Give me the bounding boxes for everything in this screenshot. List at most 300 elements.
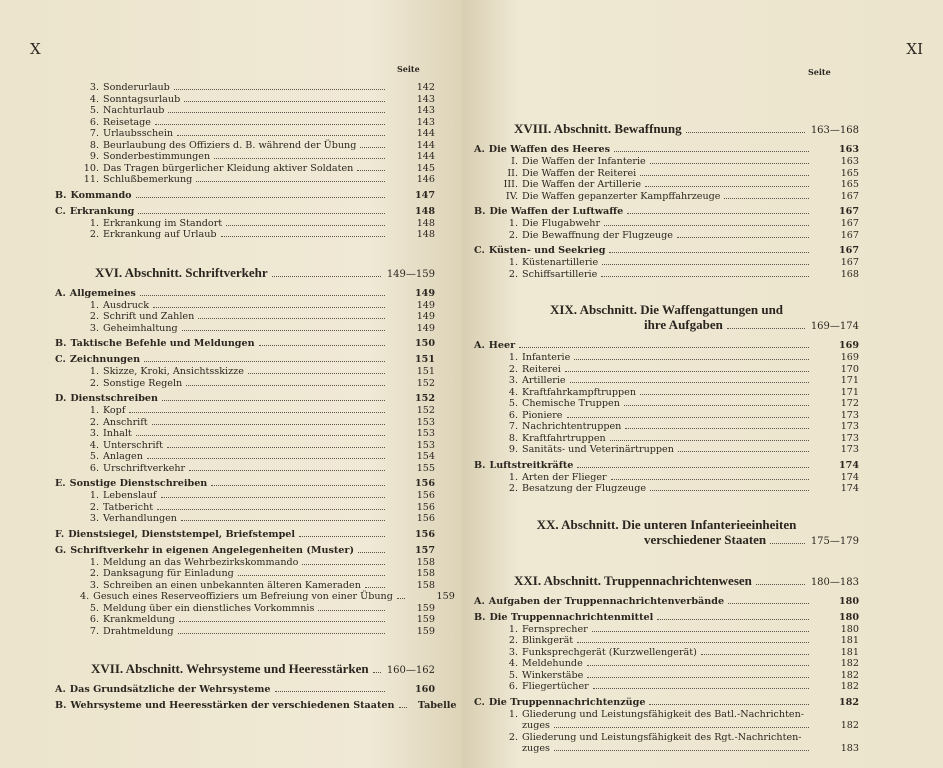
leader-dots <box>179 621 385 622</box>
section-heading-row <box>474 573 859 590</box>
toc-subentry <box>55 366 435 378</box>
entry-number: 1. <box>508 218 518 229</box>
entry-number: 2. <box>89 501 99 513</box>
entry-page: 169 <box>838 340 859 351</box>
leader-dots <box>640 175 809 176</box>
entry-label: Die Waffen gepanzerter Kampffahrzeuge <box>522 190 721 202</box>
toc-subentry <box>474 472 859 484</box>
entry-label: Unterschrift <box>103 439 163 451</box>
toc-subentry <box>55 451 435 463</box>
entry-number: A. <box>474 340 485 351</box>
leader-dots <box>587 665 809 666</box>
entry-label: Die Waffen der Reiterei <box>522 167 637 179</box>
entry-label: Besatzung der Flugzeuge <box>522 483 647 494</box>
entry-page: 180 <box>840 623 859 635</box>
entry-label: Inhalt <box>103 428 132 439</box>
entry-page: 181 <box>840 635 859 646</box>
leader-dots <box>650 490 809 491</box>
leader-dots <box>177 135 385 136</box>
leader-dots <box>686 132 805 133</box>
entry-page: 149 <box>416 299 435 311</box>
entry-number: 5. <box>89 602 99 614</box>
toc-entry <box>55 338 435 350</box>
entry-number: C. <box>474 245 485 256</box>
entry-page: 148 <box>416 229 435 240</box>
entry-number: 7. <box>508 421 518 432</box>
toc-subentry <box>474 743 859 755</box>
toc-entry <box>474 460 859 472</box>
entry-number: 7. <box>89 128 99 139</box>
entry-label: Ausdruck <box>103 299 150 311</box>
toc-entry <box>55 529 435 541</box>
toc-subentry <box>55 117 435 129</box>
leader-dots <box>565 371 809 372</box>
entry-label: Kopf <box>103 405 126 416</box>
leader-dots <box>360 147 385 148</box>
entry-page: 156 <box>416 490 435 501</box>
entry-label: Gesuch eines Reserveoffiziers um Befreiung von einer Übung <box>93 591 393 602</box>
toc-entry <box>55 393 435 405</box>
toc-subentry <box>474 624 859 636</box>
toc-subentry <box>55 311 435 323</box>
entry-label: Arten der Flieger <box>522 471 607 483</box>
leader-dots <box>272 276 381 277</box>
entry-label: XXI. Abschnitt. Truppennachrichtenwesen <box>514 572 752 588</box>
entry-page: 150 <box>414 338 435 349</box>
entry-page: 146 <box>416 174 435 185</box>
entry-label: Fliegertücher <box>522 681 589 692</box>
entry-page: 182 <box>840 669 859 681</box>
toc-subentry <box>474 681 859 693</box>
entry-page: 172 <box>840 398 859 409</box>
entry-number: 4. <box>80 591 90 602</box>
entry-label: Geheimhaltung <box>103 322 178 334</box>
entry-number: 4. <box>89 439 99 451</box>
entry-label: Chemische Truppen <box>522 398 620 409</box>
leader-dots <box>226 225 385 226</box>
toc-entry <box>474 144 859 156</box>
entry-label: Reiterei <box>522 363 561 375</box>
entry-number: 2. <box>89 311 99 322</box>
toc-entry <box>474 206 859 218</box>
entry-number: F. <box>55 528 65 540</box>
entry-page: 152 <box>416 405 435 416</box>
entry-number: 2. <box>508 483 518 494</box>
entry-page: 149 <box>416 311 435 322</box>
section-heading: XIX. Abschnitt. Die Waffengattungen und <box>549 302 784 317</box>
toc-subentry <box>474 410 859 422</box>
entry-page: 144 <box>416 128 435 139</box>
entry-label: Nachturlaub <box>103 105 165 116</box>
entry-number: 6. <box>508 681 518 692</box>
entry-number: 2. <box>508 363 518 375</box>
leader-dots <box>189 470 385 471</box>
toc-subentry <box>55 140 435 152</box>
entry-number: 1. <box>508 352 518 363</box>
entry-number: D. <box>55 393 67 404</box>
entry-label: Schiffsartillerie <box>522 268 598 280</box>
entry-label: Sonntagsurlaub <box>103 93 181 105</box>
toc-subentry <box>55 405 435 417</box>
leader-dots <box>587 677 809 678</box>
entry-number: 1. <box>89 217 99 229</box>
entry-page: 173 <box>840 421 859 432</box>
entry-number: 1. <box>508 471 518 483</box>
entry-label: Artillerie <box>522 375 566 386</box>
entry-page: 156 <box>414 528 435 540</box>
entry-label: Luftstreitkräfte <box>489 459 574 471</box>
entry-number: III. <box>503 179 518 190</box>
leader-dots <box>153 307 385 308</box>
entry-number: 4. <box>508 658 518 669</box>
entry-number: B. <box>474 611 486 623</box>
toc-subentry <box>55 128 435 140</box>
entry-label: Die Waffen des Heeres <box>488 144 611 155</box>
entry-number: 3. <box>508 375 518 386</box>
leader-dots <box>610 440 809 441</box>
toc-entry <box>55 206 435 218</box>
toc-subentry <box>474 179 859 191</box>
entry-number: 1. <box>89 405 99 416</box>
entry-page: 160—162 <box>386 665 435 676</box>
entry-number: 6. <box>508 409 518 421</box>
toc-subentry <box>474 647 859 659</box>
toc-subentry <box>474 635 859 647</box>
entry-page: 182 <box>838 696 859 708</box>
entry-label: Kraftfahrkampftruppen <box>522 386 636 398</box>
entry-page: 160 <box>414 684 435 695</box>
entry-number: 5. <box>89 451 99 462</box>
entry-label: Anlagen <box>103 451 143 462</box>
entry-label: Die Waffen der Luftwaffe <box>489 206 624 217</box>
toc-subentry-line <box>474 732 859 744</box>
leader-dots <box>399 707 407 708</box>
entry-label: Urschriftverkehr <box>103 462 186 474</box>
toc-subentry <box>55 94 435 106</box>
right-page <box>462 0 943 768</box>
entry-label: Danksagung für Einladung <box>103 568 234 579</box>
entry-label: Das Tragen bürgerlicher Kleidung aktiver Soldaten <box>103 162 354 174</box>
entry-page: 173 <box>840 432 859 444</box>
leader-dots <box>167 447 385 448</box>
entry-page: 149—159 <box>386 268 435 280</box>
entry-page: 170 <box>840 363 859 375</box>
entry-label: Die Waffen der Infanterie <box>522 156 646 167</box>
leader-dots <box>577 467 809 468</box>
entry-page: 163 <box>838 144 859 155</box>
entry-number: 10. <box>83 162 99 174</box>
entry-page: 154 <box>416 451 435 462</box>
entry-number: B. <box>474 459 486 471</box>
entry-number: 3. <box>89 322 99 334</box>
entry-label: Die Truppennachrichtenzüge <box>488 696 646 708</box>
entry-page: 171 <box>840 386 859 398</box>
toc-subentry <box>474 364 859 376</box>
entry-number: I. <box>511 156 518 167</box>
entry-page: 173 <box>840 444 859 455</box>
leader-dots <box>365 587 385 588</box>
table-of-contents <box>55 82 457 712</box>
entry-label: Drahtmeldung <box>103 625 174 637</box>
entry-number: B. <box>55 338 67 349</box>
leader-dots <box>211 485 385 486</box>
entry-number: G. <box>55 544 67 556</box>
entry-number: C. <box>55 205 66 217</box>
entry-page: 163—168 <box>810 125 859 136</box>
toc-subentry <box>55 626 435 638</box>
entry-page: 167 <box>840 257 859 268</box>
entry-number: 1. <box>508 257 518 268</box>
table-of-contents <box>474 97 859 755</box>
entry-label: Allgemeines <box>69 287 136 299</box>
toc-subentry <box>474 230 859 242</box>
entry-page: 163 <box>840 156 859 167</box>
entry-page: 169 <box>840 352 859 363</box>
entry-number: 3. <box>89 428 99 439</box>
entry-label: Erkrankung auf Urlaub <box>103 229 217 240</box>
entry-number: C. <box>55 354 66 365</box>
entry-page: Tabelle <box>417 700 457 711</box>
leader-dots <box>519 347 809 348</box>
entry-page: 152 <box>416 377 435 389</box>
leader-dots <box>168 112 385 113</box>
entry-number: 6. <box>89 462 99 474</box>
entry-label: ihre Aufgaben <box>644 317 723 332</box>
leader-dots <box>186 385 385 386</box>
entry-page: 183 <box>840 743 859 754</box>
leader-dots <box>302 564 385 565</box>
entry-label: XVIII. Abschnitt. Bewaffnung <box>514 121 682 136</box>
toc-subentry <box>474 269 859 281</box>
entry-number: 4. <box>508 386 518 398</box>
entry-label: Skizze, Kroki, Ansichtsskizze <box>103 366 244 377</box>
entry-number: 2. <box>89 377 99 389</box>
leader-dots <box>214 158 385 159</box>
entry-label: Urlaubsschein <box>103 128 174 139</box>
entry-label: zuges <box>522 720 550 731</box>
entry-label: Meldung über ein dienstliches Vorkommnis <box>103 602 315 614</box>
entry-number: 2. <box>508 635 518 646</box>
entry-number: 2. <box>89 568 99 579</box>
entry-page: 149 <box>416 322 435 334</box>
leader-dots <box>275 691 385 692</box>
leader-dots <box>727 328 805 329</box>
entry-page: 156 <box>416 513 435 524</box>
entry-label: Das Grundsätzliche der Wehrsysteme <box>69 684 271 695</box>
entry-label: Anschrift <box>103 416 148 428</box>
leader-dots <box>162 400 385 401</box>
entry-label: Dienstsiegel, Dienststempel, Briefstempel <box>68 528 296 540</box>
entry-label: XVII. Abschnitt. Wehrsysteme und Heeresstärken <box>91 661 369 676</box>
toc-subentry <box>474 156 859 168</box>
entry-number: 1. <box>89 490 99 501</box>
entry-page: 165 <box>840 167 859 179</box>
leader-dots <box>178 633 385 634</box>
leader-dots <box>770 543 805 544</box>
entry-page: 174 <box>838 459 859 471</box>
entry-number: 2. <box>508 268 518 280</box>
leader-dots <box>397 598 405 599</box>
toc-subentry <box>55 440 435 452</box>
entry-page: 180 <box>838 611 859 623</box>
toc-subentry-line <box>474 709 859 721</box>
entry-label: Meldehunde <box>522 658 583 669</box>
entry-page: 159 <box>416 614 435 625</box>
entry-page: 165 <box>840 179 859 190</box>
entry-page: 147 <box>414 189 435 201</box>
leader-dots <box>657 619 809 620</box>
toc-subentry <box>55 417 435 429</box>
entry-number: 5. <box>89 105 99 116</box>
toc-subentry <box>474 257 859 269</box>
toc-entry <box>55 288 435 300</box>
entry-label: Küstenartillerie <box>522 257 599 268</box>
toc-entry <box>55 190 435 202</box>
entry-label: XVI. Abschnitt. Schriftverkehr <box>95 264 268 280</box>
entry-page: 148 <box>416 217 435 229</box>
leader-dots <box>318 610 385 611</box>
leader-dots <box>624 405 809 406</box>
toc-subentry <box>55 105 435 117</box>
toc-subentry <box>474 670 859 682</box>
entry-page: 171 <box>840 375 859 386</box>
entry-number: 11. <box>83 174 99 185</box>
leader-dots <box>373 672 381 673</box>
leader-dots <box>198 318 385 319</box>
toc-subentry <box>55 174 435 186</box>
leader-dots <box>728 603 809 604</box>
toc-subentry <box>474 709 859 732</box>
leader-dots <box>593 688 809 689</box>
toc-subentry <box>55 614 435 626</box>
leader-dots <box>138 213 385 214</box>
entry-number: 3. <box>89 579 99 591</box>
toc-entry <box>474 612 859 624</box>
entry-number: 9. <box>89 151 99 162</box>
entry-number: 2. <box>508 229 518 241</box>
entry-page: 174 <box>840 471 859 483</box>
entry-page: 152 <box>414 393 435 404</box>
entry-label: Gliederung und Leistungsfähigkeit des Rgt.-Nachrichten- <box>522 731 802 743</box>
entry-label: Verhandlungen <box>103 513 177 524</box>
entry-label: Winkerstäbe <box>522 669 584 681</box>
leader-dots <box>678 451 809 452</box>
entry-label: Pioniere <box>522 409 563 421</box>
leader-dots <box>577 642 809 643</box>
entry-number: 6. <box>89 614 99 625</box>
entry-page: 167 <box>840 190 859 202</box>
toc-subentry <box>55 218 435 230</box>
entry-page: 156 <box>416 501 435 513</box>
leader-dots <box>147 458 385 459</box>
section-heading-row <box>474 317 859 334</box>
entry-page: 159 <box>436 591 455 602</box>
toc-subentry <box>474 732 859 755</box>
entry-label: Zeichnungen <box>69 354 141 365</box>
entry-number: 8. <box>89 139 99 151</box>
section-heading-row <box>55 265 435 282</box>
entry-number: 1. <box>89 366 99 377</box>
entry-number: A. <box>55 684 66 695</box>
left-page <box>0 0 462 768</box>
entry-number: A. <box>55 287 66 299</box>
toc-subentry <box>55 82 435 94</box>
toc-subentry <box>55 513 435 525</box>
leader-dots <box>196 181 385 182</box>
entry-label: Beurlaubung des Offiziers d. B. während der Übung <box>103 139 357 151</box>
toc-subentry <box>474 191 859 203</box>
leader-dots <box>701 654 809 655</box>
leader-dots <box>627 213 809 214</box>
leader-dots <box>604 225 809 226</box>
entry-page: 175—179 <box>810 535 859 547</box>
entry-label: Blinkgerät <box>522 635 574 646</box>
toc-entry <box>474 596 859 608</box>
leader-dots <box>625 428 809 429</box>
entry-number: 2. <box>89 416 99 428</box>
leader-dots <box>238 575 385 576</box>
entry-label: Meldung an das Wehrbezirkskommando <box>103 556 299 568</box>
toc-entry <box>474 697 859 709</box>
toc-subentry <box>55 323 435 335</box>
toc-subentry <box>474 658 859 670</box>
section-heading-row <box>55 661 435 678</box>
entry-page: 153 <box>416 439 435 451</box>
entry-label: Wehrsysteme und Heeresstärken der verschiedenen Staaten <box>70 700 395 711</box>
entry-number: 6. <box>89 116 99 128</box>
entry-number: B. <box>474 206 486 217</box>
page-column-header: Seite <box>397 64 420 74</box>
entry-number: II. <box>507 167 518 179</box>
toc-entry <box>55 545 435 557</box>
toc-subentry <box>55 490 435 502</box>
leader-dots <box>221 236 385 237</box>
leader-dots <box>299 536 385 537</box>
leader-dots <box>129 412 385 413</box>
entry-page: 144 <box>416 151 435 162</box>
entry-number: B. <box>55 189 67 201</box>
entry-number: 1. <box>508 708 518 720</box>
entry-page: 159 <box>416 602 435 614</box>
leader-dots <box>259 345 385 346</box>
entry-label: Nachrichtentruppen <box>522 421 622 432</box>
toc-subentry <box>55 163 435 175</box>
leader-dots <box>248 373 385 374</box>
leader-dots <box>554 750 809 751</box>
leader-dots <box>554 727 809 728</box>
leader-dots <box>645 186 809 187</box>
entry-label: Schriftverkehr in eigenen Angelegenheiten (Muster) <box>70 544 354 556</box>
leader-dots <box>567 417 810 418</box>
entry-number: 3. <box>89 82 99 93</box>
entry-label: Erkrankung im Standort <box>103 217 223 229</box>
entry-page: 167 <box>838 245 859 256</box>
entry-page: 143 <box>416 105 435 116</box>
entry-label: Lebenslauf <box>103 490 157 501</box>
entry-label: Infanterie <box>522 352 571 363</box>
entry-page: 157 <box>414 544 435 556</box>
entry-number: A. <box>474 595 485 607</box>
section-heading-row <box>474 121 859 138</box>
toc-subentry <box>474 218 859 230</box>
toc-subentry <box>55 463 435 475</box>
leader-dots <box>611 479 809 480</box>
entry-number: 8. <box>508 432 518 444</box>
entry-label: Gliederung und Leistungsfähigkeit des Batl.-Nachrichten- <box>522 708 805 720</box>
toc-subentry <box>55 428 435 440</box>
leader-dots <box>184 101 385 102</box>
leader-dots <box>136 197 385 198</box>
